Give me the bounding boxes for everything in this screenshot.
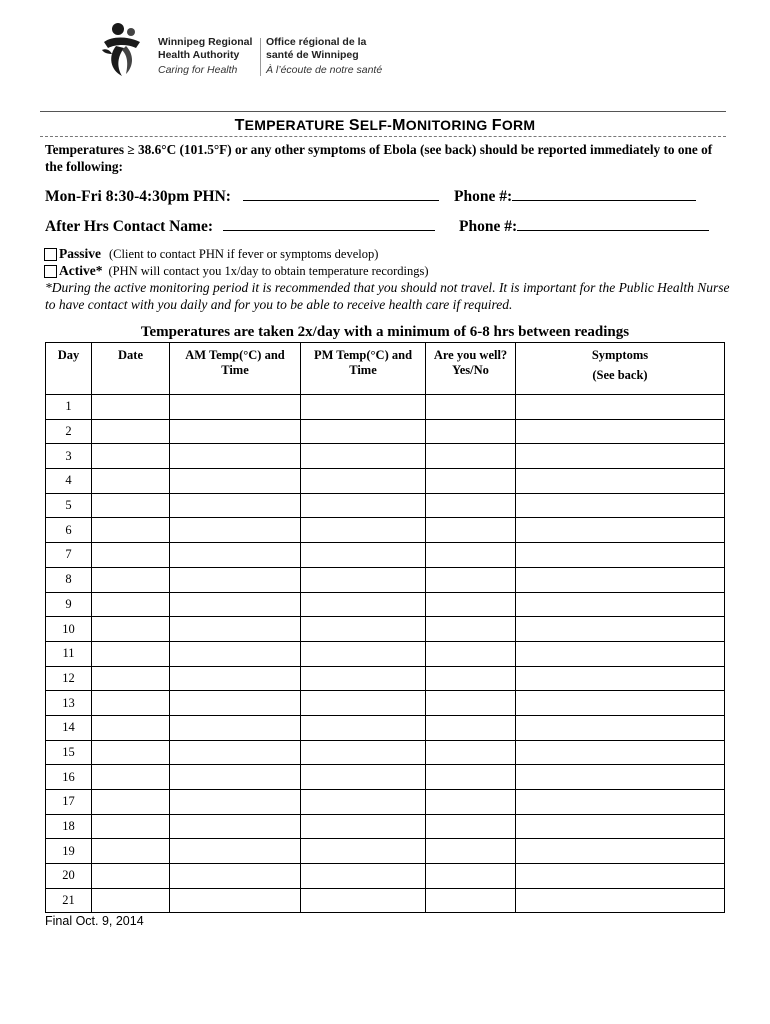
org-name-english [158,36,252,77]
date-cell[interactable] [92,765,170,790]
am-temp-cell[interactable] [170,419,301,444]
after-hours-label: After Hrs Contact Name: [45,218,214,235]
date-cell[interactable] [92,469,170,494]
symptoms-cell[interactable] [516,691,725,716]
symptoms-cell[interactable] [516,715,725,740]
table-row [46,864,725,889]
date-cell[interactable] [92,543,170,568]
day-cell: 1 [46,395,92,420]
symptoms-cell[interactable] [516,666,725,691]
day-cell: 7 [46,543,92,568]
passive-label: Passive [59,246,101,261]
am-temp-cell[interactable] [170,765,301,790]
day-cell: 8 [46,567,92,592]
symptoms-cell[interactable] [516,641,725,666]
title-part: ORM [501,117,536,133]
org-en-line1: Winnipeg Regional [158,36,253,48]
col-header-symptoms [516,343,725,395]
am-temp-cell[interactable] [170,691,301,716]
well-cell[interactable] [426,641,516,666]
am-temp-cell[interactable] [170,567,301,592]
table-row [46,715,725,740]
reporting-warning: Temperatures ≥ 38.6°C (101.5°F) or any other symptoms of Ebola (see back) should be reported immediately to one of the following: [45,142,713,174]
well-cell[interactable] [426,691,516,716]
symptoms-cell[interactable] [516,790,725,815]
day-cell: 17 [46,790,92,815]
symptoms-cell[interactable] [516,864,725,889]
form-title [0,117,770,135]
well-cell[interactable] [426,814,516,839]
day-cell: 10 [46,617,92,642]
symptoms-cell[interactable] [516,567,725,592]
pm-temp-cell[interactable] [301,839,426,864]
symptoms-cell[interactable] [516,617,725,642]
day-cell: 3 [46,444,92,469]
day-cell: 14 [46,715,92,740]
day-cell: 15 [46,740,92,765]
pm-temp-cell[interactable] [301,543,426,568]
active-checkbox[interactable] [44,265,57,278]
date-cell[interactable] [92,864,170,889]
organization-logo [98,20,418,82]
phn-phone [454,186,696,206]
am-temp-cell[interactable] [170,641,301,666]
table-row [46,641,725,666]
symptoms-cell[interactable] [516,419,725,444]
pm-temp-cell[interactable] [301,715,426,740]
well-cell[interactable] [426,567,516,592]
pm-temp-cell[interactable] [301,888,426,913]
table-row [46,617,725,642]
well-cell[interactable] [426,592,516,617]
pm-temp-cell[interactable] [301,469,426,494]
table-row [46,765,725,790]
well-line1: Are you well? [433,348,508,362]
phn-label: Mon-Fri 8:30-4:30pm PHN: [45,188,231,205]
table-row [46,567,725,592]
well-cell[interactable] [426,469,516,494]
day-cell: 9 [46,592,92,617]
header-rule [40,111,726,112]
pm-temp-cell[interactable] [301,641,426,666]
title-letter: S [348,117,360,134]
well-cell[interactable] [426,666,516,691]
day-cell: 5 [46,493,92,518]
date-cell[interactable] [92,567,170,592]
revision-footer: Final Oct. 9, 2014 [45,914,144,928]
col-header-am-temp [170,343,301,395]
pm-temp-cell[interactable] [301,493,426,518]
date-cell[interactable] [92,691,170,716]
table-row [46,888,725,913]
date-cell[interactable] [92,518,170,543]
pm-temp-cell[interactable] [301,666,426,691]
am-temp-cell[interactable] [170,395,301,420]
org-fr-line1: Office régional de la [266,36,367,48]
day-cell: 21 [46,888,92,913]
well-cell[interactable] [426,765,516,790]
pm-temp-cell[interactable] [301,617,426,642]
table-row [46,790,725,815]
date-cell[interactable] [92,790,170,815]
pm-temp-cell[interactable] [301,765,426,790]
title-rule [40,136,726,137]
date-cell[interactable] [92,839,170,864]
pm-temp-cell[interactable] [301,592,426,617]
phn-row [45,186,439,206]
date-cell[interactable] [92,641,170,666]
well-cell[interactable] [426,839,516,864]
after-hours-row [45,216,435,236]
day-cell: 6 [46,518,92,543]
org-en-line2: Health Authority [158,49,240,61]
logo-divider [260,38,261,76]
pm-temp-cell[interactable] [301,740,426,765]
day-cell: 2 [46,419,92,444]
title-part: ELF- [359,117,393,133]
well-cell[interactable] [426,740,516,765]
well-cell[interactable] [426,543,516,568]
table-row [46,469,725,494]
day-cell: 18 [46,814,92,839]
table-row [46,543,725,568]
table-row [46,691,725,716]
col-header-date: Date [92,343,170,395]
am-line2: Time [221,363,249,377]
am-temp-cell[interactable] [170,814,301,839]
pm-temp-cell[interactable] [301,419,426,444]
pm-line2: Time [349,363,377,377]
phn-field[interactable] [243,186,439,201]
org-name-french [266,36,382,77]
symptoms-cell[interactable] [516,395,725,420]
date-cell[interactable] [92,444,170,469]
pm-temp-cell[interactable] [301,790,426,815]
title-letter: M [392,117,406,134]
pm-temp-cell[interactable] [301,518,426,543]
well-cell[interactable] [426,493,516,518]
well-cell[interactable] [426,790,516,815]
date-cell[interactable] [92,814,170,839]
am-temp-cell[interactable] [170,493,301,518]
day-cell: 16 [46,765,92,790]
table-row [46,518,725,543]
passive-description: (Client to contact PHN if fever or symptoms develop) [109,246,379,261]
title-part: EMPERATURE [244,117,349,133]
table-row [46,814,725,839]
date-cell[interactable] [92,592,170,617]
org-fr-line2: santé de Winnipeg [266,49,359,61]
symptoms-cell[interactable] [516,839,725,864]
symptoms-cell[interactable] [516,814,725,839]
passive-option [44,246,378,262]
table-row [46,666,725,691]
symptoms-cell[interactable] [516,888,725,913]
after-hours-name-field[interactable] [223,216,435,231]
am-line1: AM Temp(°C) and [185,348,285,362]
symptoms-cell[interactable] [516,518,725,543]
after-hours-phone-field[interactable] [517,216,709,231]
date-cell[interactable] [92,617,170,642]
am-temp-cell[interactable] [170,666,301,691]
date-cell[interactable] [92,715,170,740]
pm-temp-cell[interactable] [301,814,426,839]
table-title: Temperatures are taken 2x/day with a minimum of 6-8 hrs between readings [140,324,630,340]
tagline-english: Caring for Health [158,64,238,76]
symptoms-cell[interactable] [516,469,725,494]
day-cell: 13 [46,691,92,716]
day-cell: 12 [46,666,92,691]
am-temp-cell[interactable] [170,864,301,889]
col-header-pm-temp [301,343,426,395]
pm-temp-cell[interactable] [301,864,426,889]
table-row [46,395,725,420]
am-temp-cell[interactable] [170,518,301,543]
date-cell[interactable] [92,395,170,420]
table-header-row [46,343,725,395]
date-cell[interactable] [92,888,170,913]
am-temp-cell[interactable] [170,715,301,740]
date-cell[interactable] [92,666,170,691]
symptoms-cell[interactable] [516,765,725,790]
am-temp-cell[interactable] [170,888,301,913]
tagline-french: À l’écoute de notre santé [266,64,383,76]
active-description: (PHN will contact you 1x/day to obtain temperature recordings) [108,263,429,278]
col-header-day: Day [46,343,92,395]
am-temp-cell[interactable] [170,444,301,469]
symptoms-cell[interactable] [516,740,725,765]
temperature-log-table [45,342,725,913]
well-cell[interactable] [426,888,516,913]
title-part: ONITORING [405,117,492,133]
symptoms-cell[interactable] [516,493,725,518]
table-row [46,592,725,617]
title-letter: F [491,117,502,134]
pm-temp-cell[interactable] [301,444,426,469]
symptoms-cell[interactable] [516,592,725,617]
am-temp-cell[interactable] [170,543,301,568]
passive-checkbox[interactable] [44,248,57,261]
well-cell[interactable] [426,518,516,543]
am-temp-cell[interactable] [170,617,301,642]
symptoms-line1: Symptoms [591,348,649,362]
well-cell[interactable] [426,864,516,889]
pm-temp-cell[interactable] [301,567,426,592]
pm-line1: PM Temp(°C) and [313,348,413,362]
active-monitoring-note: *During the active monitoring period it is recommended that you should not travel. It is important for the Public Health Nurse to have contact with you daily and for you to be able to receive health care if required. [45,280,730,312]
day-cell: 4 [46,469,92,494]
title-letter: T [234,117,245,134]
well-cell[interactable] [426,444,516,469]
well-cell[interactable] [426,715,516,740]
active-label: Active* [59,263,103,278]
table-row [46,493,725,518]
active-option [44,263,429,279]
well-cell[interactable] [426,395,516,420]
symptoms-cell[interactable] [516,444,725,469]
date-cell[interactable] [92,419,170,444]
symptoms-line2: (See back) [592,368,648,382]
pm-temp-cell[interactable] [301,691,426,716]
well-cell[interactable] [426,419,516,444]
am-temp-cell[interactable] [170,740,301,765]
day-cell: 20 [46,864,92,889]
wrha-logo-icon [98,20,146,78]
col-header-well [426,343,516,395]
well-line2: Yes/No [452,363,489,377]
well-cell[interactable] [426,617,516,642]
table-row [46,419,725,444]
date-cell[interactable] [92,493,170,518]
table-body [46,395,725,913]
table-row [46,444,725,469]
phn-phone-field[interactable] [512,186,696,201]
symptoms-cell[interactable] [516,543,725,568]
day-cell: 11 [46,641,92,666]
am-temp-cell[interactable] [170,790,301,815]
am-temp-cell[interactable] [170,839,301,864]
day-cell: 19 [46,839,92,864]
am-temp-cell[interactable] [170,469,301,494]
pm-temp-cell[interactable] [301,395,426,420]
phone-label: Phone #: [459,218,518,235]
phone-label: Phone #: [454,188,513,205]
am-temp-cell[interactable] [170,592,301,617]
table-row [46,740,725,765]
after-hours-phone [459,216,709,236]
table-row [46,839,725,864]
date-cell[interactable] [92,740,170,765]
